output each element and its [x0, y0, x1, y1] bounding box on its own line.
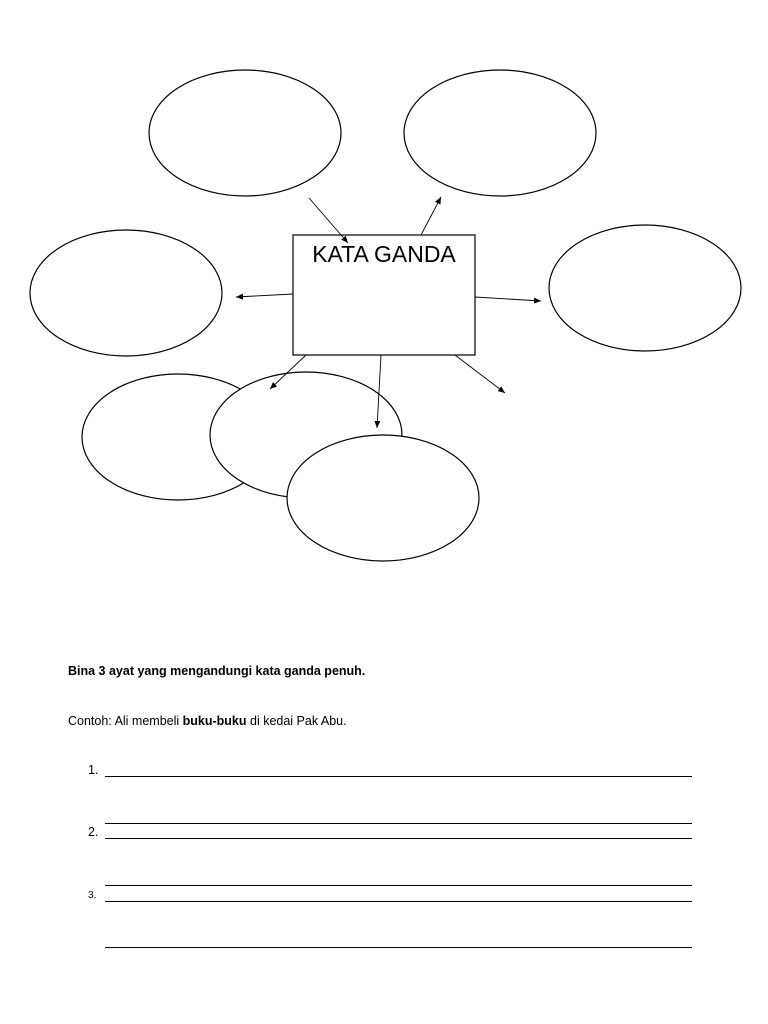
answer-line-2b[interactable] — [105, 885, 692, 886]
arrow-to-top-right — [421, 197, 441, 235]
bubble-top-left — [149, 70, 341, 196]
answer-line-3[interactable] — [105, 901, 692, 902]
exercise-example — [68, 714, 347, 728]
example-prefix: Contoh: Ali membeli — [68, 714, 183, 728]
bubble-top-right — [404, 70, 596, 196]
answer-number-1: 1. — [88, 763, 99, 777]
example-suffix: di kedai Pak Abu. — [246, 714, 347, 728]
answer-line-1[interactable] — [105, 776, 692, 777]
arrow-to-bottom-right — [455, 355, 505, 393]
arrow-to-right — [475, 297, 541, 301]
example-keyword: buku-buku — [182, 714, 247, 728]
answer-line-3b[interactable] — [105, 947, 692, 948]
bubble-bottom-front — [287, 435, 479, 561]
exercise-instruction: Bina 3 ayat yang mengandungi kata ganda penuh. — [68, 664, 366, 678]
arrow-to-left — [236, 294, 293, 297]
bubble-left — [30, 230, 222, 356]
answer-number-3: 3. — [88, 890, 97, 901]
answer-number-2: 2. — [88, 825, 99, 839]
answer-line-1b[interactable] — [105, 823, 692, 824]
answer-line-2[interactable] — [105, 838, 692, 839]
center-box-title: KATA GANDA — [312, 241, 456, 267]
bubble-right — [549, 225, 741, 351]
